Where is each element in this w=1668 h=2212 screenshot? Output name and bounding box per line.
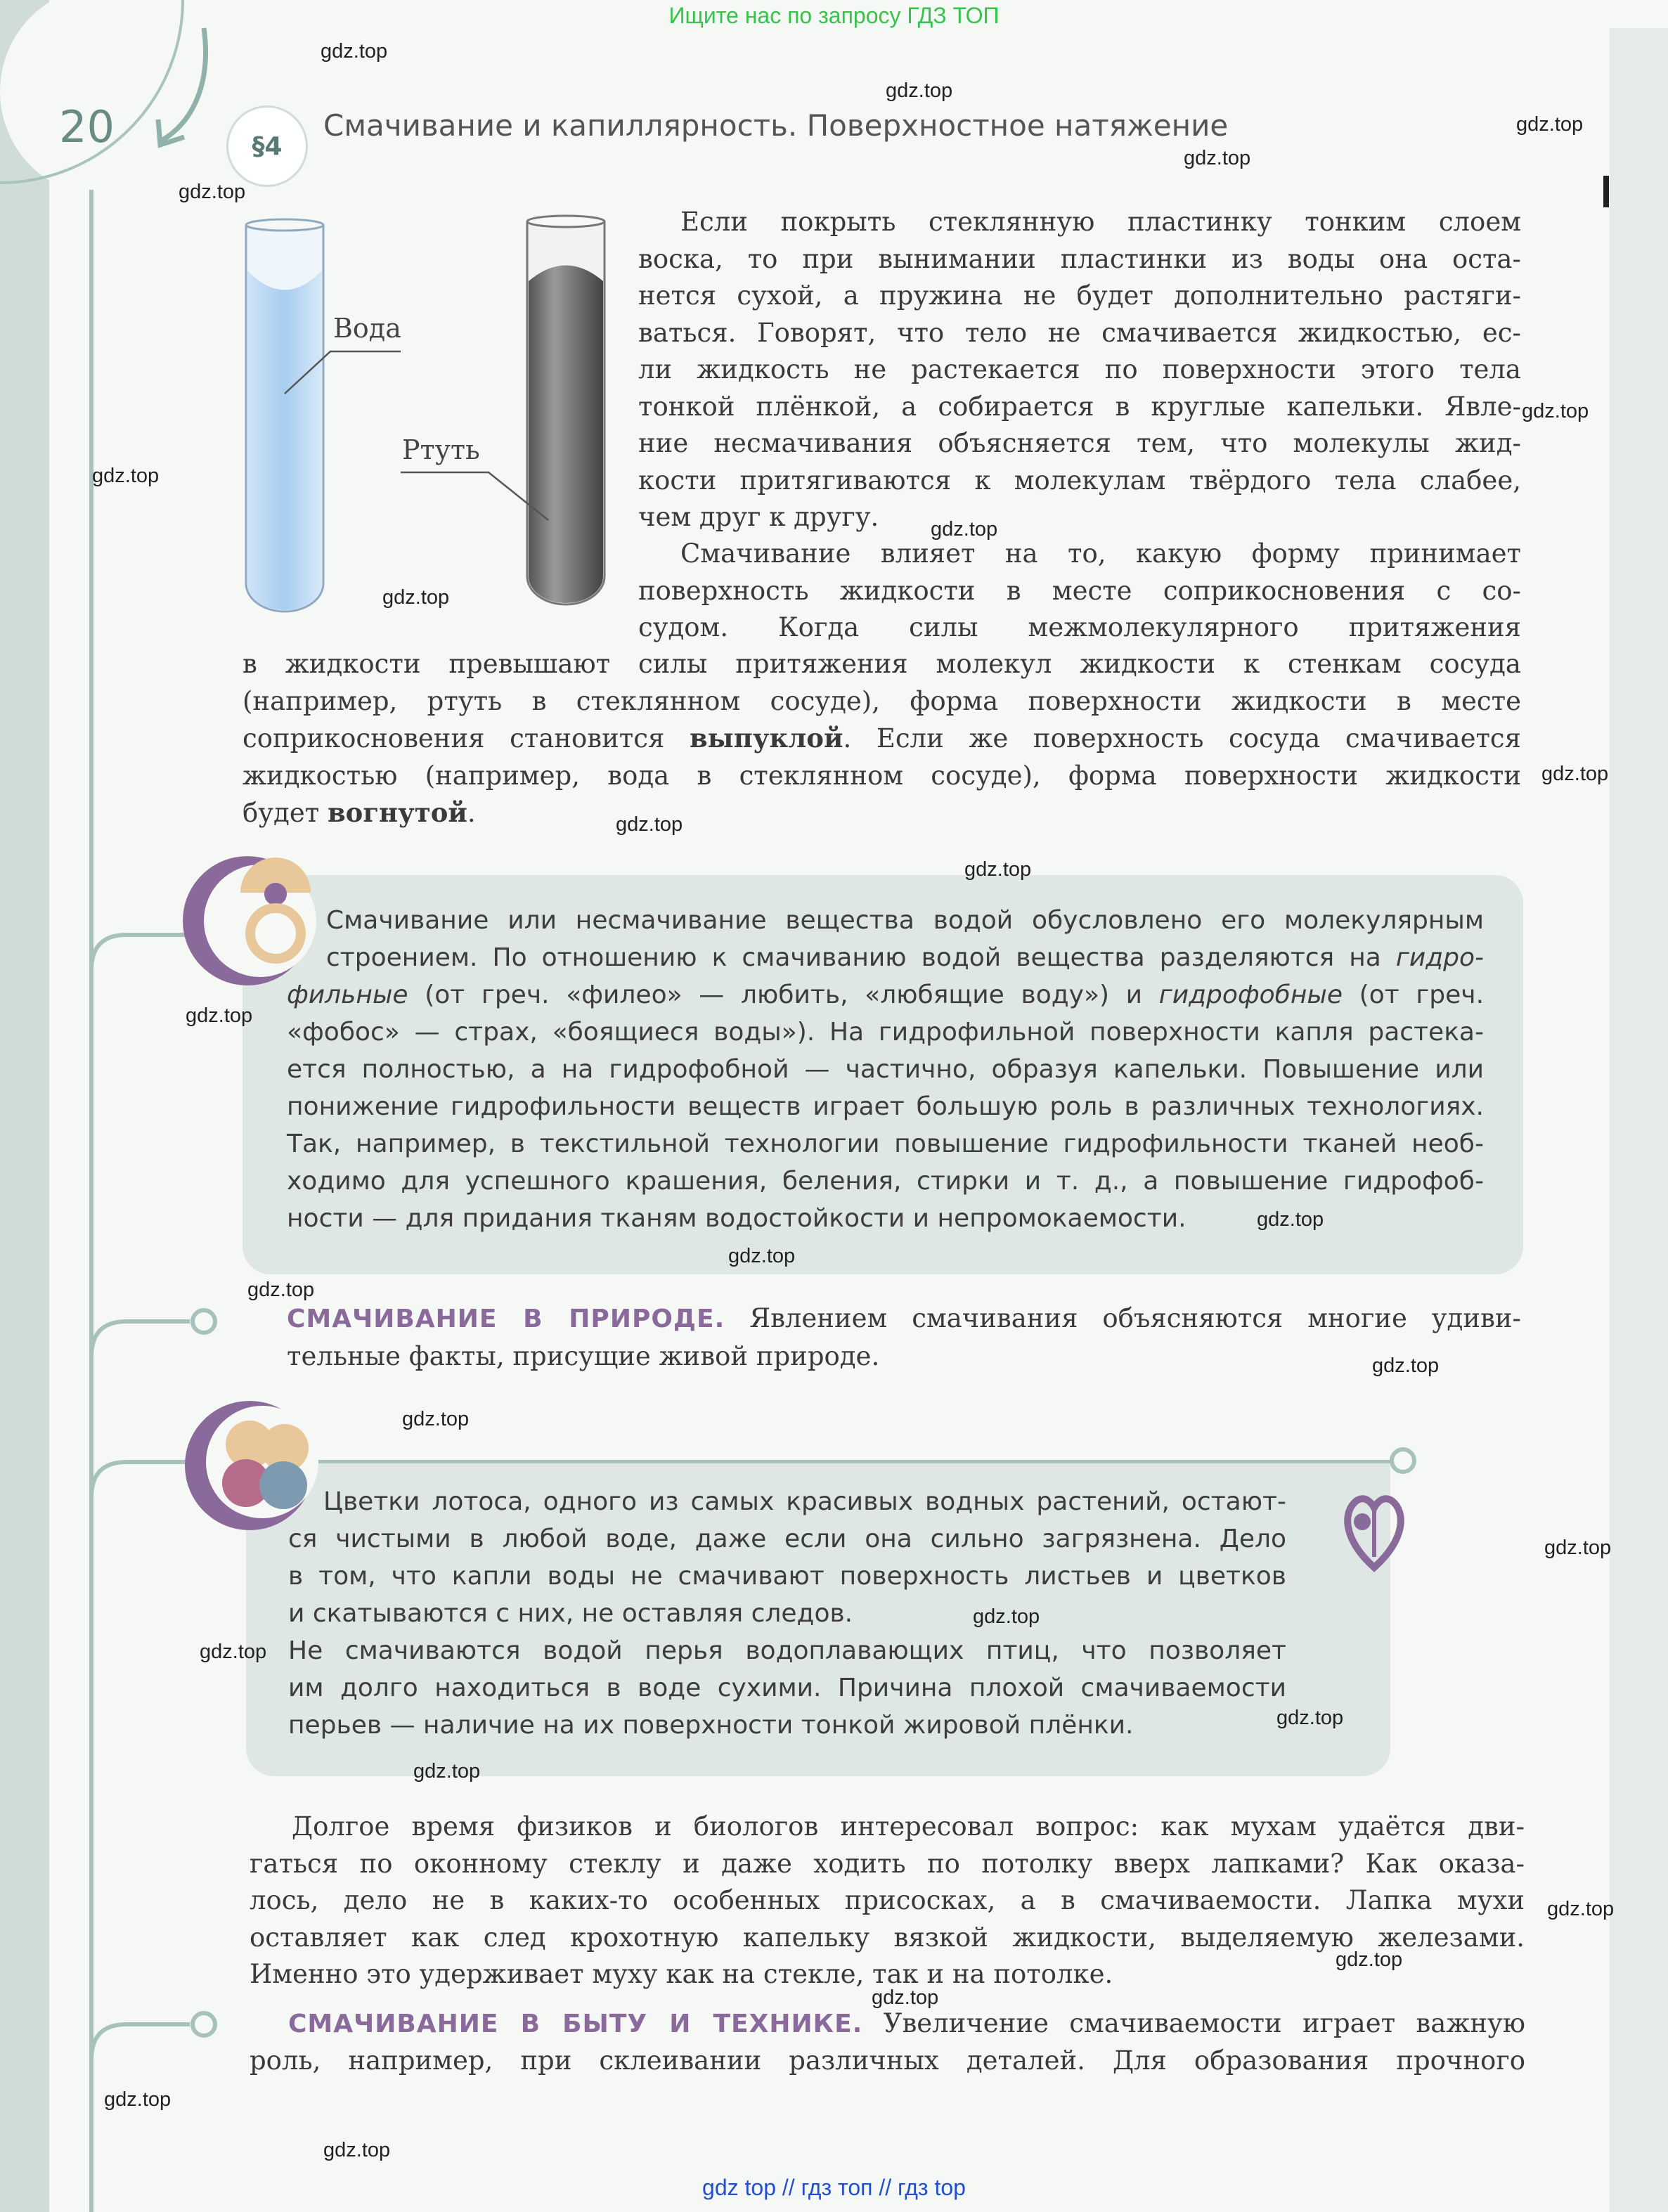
text-line: ваться. Говорят, что тело не смачивается жидкостью, ес- [638, 317, 1521, 348]
banner[interactable]: Ищите нас по запросу ГДЗ ТОП [668, 3, 1000, 28]
text-line: оставляет как след крохотную капельку вязкой жидкости, выделяемую железами. [250, 1922, 1525, 1953]
text-line: Смачивание или несмачивание вещества водой обусловлено его молекулярным [326, 906, 1484, 935]
watermark: gdz.top [92, 465, 160, 487]
watermark: gdz.top [200, 1641, 267, 1663]
italic-term: гидро- [1395, 943, 1484, 972]
watermark: gdz.top [1276, 1707, 1344, 1729]
paragraph-1 [638, 204, 1521, 536]
text-line: и скатываются с них, не оставляя следов. [288, 1599, 853, 1628]
text-line: в том, что капли воды не смачивают поверхность листьев и цветков [288, 1562, 1286, 1591]
watermark: gdz.top [872, 1986, 939, 2009]
watermark: gdz.top [186, 1004, 253, 1027]
text-line: Не смачиваются водой перья водоплавающих птиц, что позволяет [288, 1636, 1286, 1665]
info-box-nature-text [288, 1483, 1286, 1744]
label-water: Вода [333, 313, 401, 344]
text-line: соприкосновения становится выпуклой. Если же поверхность сосуда смачивается [243, 723, 1521, 753]
text-line: ется полностью, а на гидрофобной — частично, образуя капельки. Повышение или [287, 1055, 1484, 1084]
text-line: судом. Когда силы межмолекулярного притяжения [638, 612, 1521, 642]
text-line: понижение гидрофильности веществ играет большую роль в различных технологиях. [287, 1092, 1484, 1121]
text-line: ходимо для успешного крашения, беления, стирки и т. д., а повышение гидрофоб- [287, 1167, 1484, 1196]
text-line: лось, дело не в каких-то особенных присосках, а в смачиваемости. Лапка мухи [250, 1885, 1525, 1915]
household-section-cont [250, 2043, 1525, 2080]
text-line: роль, например, при склеивании различных деталей. Для образования прочного [250, 2045, 1525, 2076]
paragraph-3 [250, 1809, 1525, 1993]
text-line: ности — для придания тканям водостойкости и непромокаемости. [287, 1204, 1187, 1233]
watermark: gdz.top [402, 1408, 470, 1430]
page-number: 20 [59, 101, 115, 153]
text-line: Именно это удерживает муху как на стекле, так и на потолке. [250, 1959, 1113, 1989]
watermark: gdz.top [728, 1245, 796, 1267]
watermark: gdz.top [323, 2139, 391, 2161]
text-line: воска, то при вынимании пластинки из воды она оста- [638, 243, 1521, 274]
household-section [288, 2005, 1525, 2043]
text-line: Так, например, в текстильной технологии повышение гидрофильности тканей необ- [287, 1130, 1484, 1158]
nature-heading: СМАЧИВАНИЕ В ПРИРОДЕ. [287, 1305, 725, 1333]
watermark: gdz.top [1184, 147, 1251, 169]
text-line: Цветки лотоса, одного из самых красивых водных растений, остают- [323, 1487, 1286, 1516]
text-line: гаться по оконному стеклу и даже ходить по потолку вверх лапками? Как оказа- [250, 1848, 1525, 1879]
text-line: Долгое время физиков и биологов интересовал вопрос: как мухам удаётся дви- [292, 1811, 1525, 1842]
watermark: gdz.top [616, 813, 683, 836]
watermark: gdz.top [1336, 1948, 1403, 1971]
nature-section [287, 1300, 1521, 1375]
text-line: им долго находиться в воде сухими. Причина плохой смачиваемости [288, 1674, 1286, 1702]
watermark: gdz.top [179, 181, 246, 203]
text-line: фильные (от греч. «филео» — любить, «любящие воду») и гидрофобные (от греч. [287, 981, 1485, 1009]
watermark: gdz.top [104, 2088, 172, 2111]
bold-term: выпуклой [689, 723, 843, 753]
watermark: gdz.top [413, 1760, 481, 1783]
watermark: gdz.top [1516, 113, 1584, 136]
paragraph-2-bottom [243, 646, 1521, 832]
mercury-tube [527, 216, 605, 604]
text-line: (например, ртуть в стеклянном сосуде), форма поверхности жидкости в месте [243, 685, 1521, 716]
text-line: строением. По отношению к смачиванию водой вещества разделяются на гидро- [326, 943, 1484, 972]
text-line: будет вогнутой. [243, 797, 476, 828]
info-box-hydrophilic-text [287, 902, 1484, 1237]
section-title: Смачивание и капиллярность. Поверхностное натяжение [323, 108, 1229, 143]
section-number: §4 [226, 105, 308, 187]
text-line: СМАЧИВАНИЕ В БЫТУ И ТЕХНИКЕ. Увеличение смачиваемости играет важную [288, 2008, 1526, 2038]
text-line: ли жидкость не растекается по поверхности этого тела [638, 354, 1521, 384]
text-line: перьев — наличие на их поверхности тонкой жировой плёнки. [288, 1711, 1134, 1740]
watermark: gdz.top [247, 1279, 315, 1301]
paragraph-2-top [638, 536, 1521, 647]
watermark: gdz.top [1547, 1898, 1615, 1920]
watermark: gdz.top [1541, 763, 1609, 785]
household-heading: СМАЧИВАНИЕ В БЫТУ И ТЕХНИКЕ. [288, 2010, 863, 2038]
text-line: кости притягиваются к молекулам твёрдого тела слабее, [638, 465, 1521, 496]
watermark: gdz.top [1257, 1208, 1324, 1231]
leaf-icon [1336, 1490, 1413, 1574]
italic-term: фильные [287, 981, 408, 1009]
bold-term: вогнутой [327, 797, 467, 828]
watermark: gdz.top [1522, 400, 1589, 422]
text-line: Смачивание влияет на то, какую форму принимает [680, 538, 1521, 569]
text-line: тонкой плёнкой, а собирается в круглые капельки. Явле- [638, 391, 1521, 422]
text-line: ние несмачивания объясняется тем, что молекулы жид- [638, 428, 1521, 458]
text-line: тельные факты, присущие живой природе. [287, 1340, 880, 1371]
text-line: ся чистыми в любой воде, даже если она сильно загрязнена. Дело [288, 1525, 1286, 1553]
text-line: в жидкости превышают силы притяжения молекул жидкости к стенкам сосуда [243, 649, 1521, 679]
text-line: поверхность жидкости в месте соприкосновения с со- [638, 575, 1521, 606]
watermark: gdz.top [1372, 1354, 1440, 1377]
watermark: gdz.top [931, 518, 998, 541]
label-mercury: Ртуть [402, 434, 480, 465]
text-line: чем друг к другу. [638, 502, 879, 532]
text-line: Если покрыть стеклянную пластинку тонким слоем [680, 207, 1521, 237]
test-tubes-figure [232, 211, 626, 619]
text-line: нется сухой, а пружина не будет дополнительно растяги- [638, 280, 1521, 311]
text-line: «фобос» — страх, «боящиеся воды»). На гидрофильной поверхности капля растека- [287, 1018, 1484, 1047]
watermark: gdz.top [1544, 1537, 1612, 1559]
watermark: gdz.top [321, 40, 388, 63]
watermark: gdz.top [973, 1605, 1040, 1628]
text-line: СМАЧИВАНИЕ В ПРИРОДЕ. Явлением смачивания объясняются многие удиви- [287, 1303, 1521, 1333]
watermark: gdz.top [886, 79, 953, 102]
italic-term: гидрофобные [1158, 981, 1343, 1009]
water-tube [246, 219, 323, 612]
footer-links[interactable]: gdz top // гдз топ // гдз top [702, 2175, 966, 2200]
watermark: gdz.top [382, 586, 450, 609]
watermark: gdz.top [964, 858, 1032, 881]
text-line: жидкостью (например, вода в стеклянном сосуде), форма поверхности жидкости [243, 760, 1521, 791]
